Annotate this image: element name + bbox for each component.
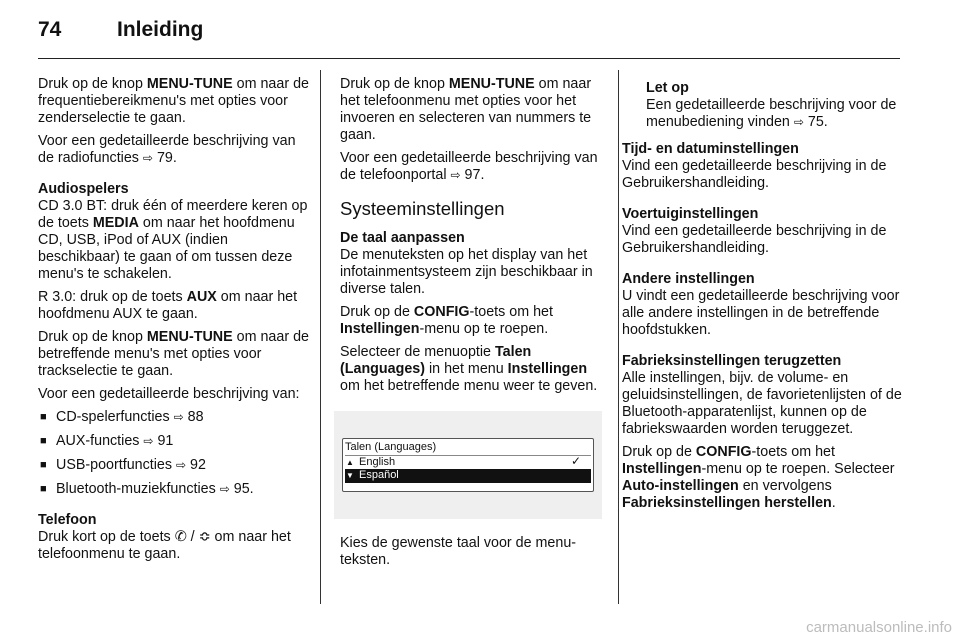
language-option-espanol: ▼ Español: [345, 469, 591, 483]
paragraph: Druk op de knop MENU-TUNE om naar het telefoonmenu met opties voor het invoeren en selecteren van nummers te gaan.: [340, 76, 592, 143]
language-option-english: ▲ English ✓: [346, 454, 581, 468]
list-item: ■ USB-poortfuncties ⇨ 92: [38, 457, 310, 474]
watermark: carmanualsonline.info: [806, 619, 952, 636]
mute-icon: ≎: [198, 529, 211, 545]
page-ref-icon: ⇨: [142, 151, 153, 165]
chapter-heading: Systeeminstellingen: [340, 198, 505, 219]
section-heading: Tijd- en datuminstellingen: [622, 141, 799, 157]
phone-icon: ✆: [174, 529, 187, 545]
section-heading: Voertuiginstellingen: [622, 206, 759, 222]
note-text: Een gedetailleerde beschrijving voor de menubediening vinden ⇨ 75.: [646, 97, 897, 130]
page-ref-icon: ⇨: [450, 168, 461, 182]
paragraph: U vindt een gedetailleerde beschrijving voor alle andere instellingen in de betreffende hoofdstukken.: [622, 288, 900, 338]
section-heading: Fabrieksinstellingen terugzetten: [622, 353, 842, 369]
page-ref-icon: ⇨: [173, 410, 184, 424]
paragraph: Druk op de knop MENU-TUNE om naar de frequentiebereikmenu's met opties voor zenderselectie te gaan.: [38, 76, 309, 126]
paragraph: Vind een gedetailleerde beschrijving in de Gebruikershandleiding.: [622, 223, 887, 256]
display-screenshot: [334, 411, 602, 519]
paragraph: Kies de gewenste taal voor de menuteksten.: [340, 535, 577, 568]
paragraph: Druk op de CONFIG-toets om het Instellingen-menu op te roepen.: [340, 304, 553, 337]
paragraph: Selecteer de menuoptie Talen (Languages) in het menu Instellingen om het betreffende menu weer te geven.: [340, 344, 598, 394]
paragraph: Voor een gedetailleerde beschrijving van:: [38, 386, 300, 402]
checkmark-icon: ✓: [570, 454, 581, 468]
paragraph: CD 3.0 BT: druk één of meerdere keren op de toets MEDIA om naar het hoofdmenu CD, USB, iPod of AUX (indien beschikbaar) te gaan of om tussen deze menu's te schakelen.: [38, 198, 308, 282]
paragraph: De menuteksten op het display van het infotainmentsysteem zijn beschikbaar in diverse talen.: [340, 247, 593, 297]
paragraph: Voor een gedetailleerde beschrijving van de telefoonportal ⇨ 97.: [340, 150, 598, 183]
paragraph: Druk op de CONFIG-toets om het Instellingen-menu op te roepen. Selecteer Auto-instellingen en vervolgens Fabrieksinstellingen herstellen.: [622, 444, 895, 511]
page-ref-icon: ⇨: [793, 115, 804, 129]
paragraph: Druk kort op de toets ✆ / ≎ om naar het telefoonmenu te gaan.: [38, 529, 291, 562]
page-ref-icon: ⇨: [143, 434, 154, 448]
page-ref-icon: ⇨: [219, 482, 230, 496]
list-item: ■ Bluetooth-muziekfuncties ⇨ 95.: [38, 481, 310, 498]
column-left: [38, 76, 310, 569]
menu-title: Talen (Languages): [345, 441, 437, 453]
function-list: [38, 409, 310, 498]
paragraph: Alle instellingen, bijv. de volume- en geluidsinstellingen, de favorietenlijsten of de Bluetooth-apparatenlijst, kunnen op de fabriekswaarden worden teruggezet.: [622, 370, 902, 437]
note-box: [622, 80, 904, 131]
paragraph: Voor een gedetailleerde beschrijving van de radiofuncties ⇨ 79.: [38, 133, 296, 166]
column-divider: [618, 70, 619, 604]
page-header: [38, 18, 900, 59]
arrow-down-icon: ▼: [346, 471, 354, 480]
paragraph: Vind een gedetailleerde beschrijving in de Gebruikershandleiding.: [622, 158, 887, 191]
section-heading: Telefoon: [38, 512, 97, 528]
arrow-up-icon: ▲: [346, 458, 354, 467]
column-right: [622, 80, 904, 518]
section-heading: De taal aanpassen: [340, 230, 465, 246]
language-menu-panel: [342, 438, 594, 492]
paragraph: Druk op de knop MENU-TUNE om naar de betreffende menu's met opties voor trackselectie te gaan.: [38, 329, 309, 379]
section-heading: Andere instellingen: [622, 271, 755, 287]
page-ref-icon: ⇨: [176, 458, 187, 472]
page-number: 74: [38, 18, 62, 41]
note-heading: Let op: [646, 80, 689, 96]
section-heading: Audiospelers: [38, 181, 129, 197]
page-title: Inleiding: [117, 18, 204, 41]
list-item: ■ CD-spelerfuncties ⇨ 88: [38, 409, 310, 426]
paragraph: R 3.0: druk op de toets AUX om naar het hoofdmenu AUX te gaan.: [38, 289, 298, 322]
column-divider: [320, 70, 321, 604]
list-item: ■ AUX-functies ⇨ 91: [38, 433, 310, 450]
column-middle: [340, 76, 604, 575]
